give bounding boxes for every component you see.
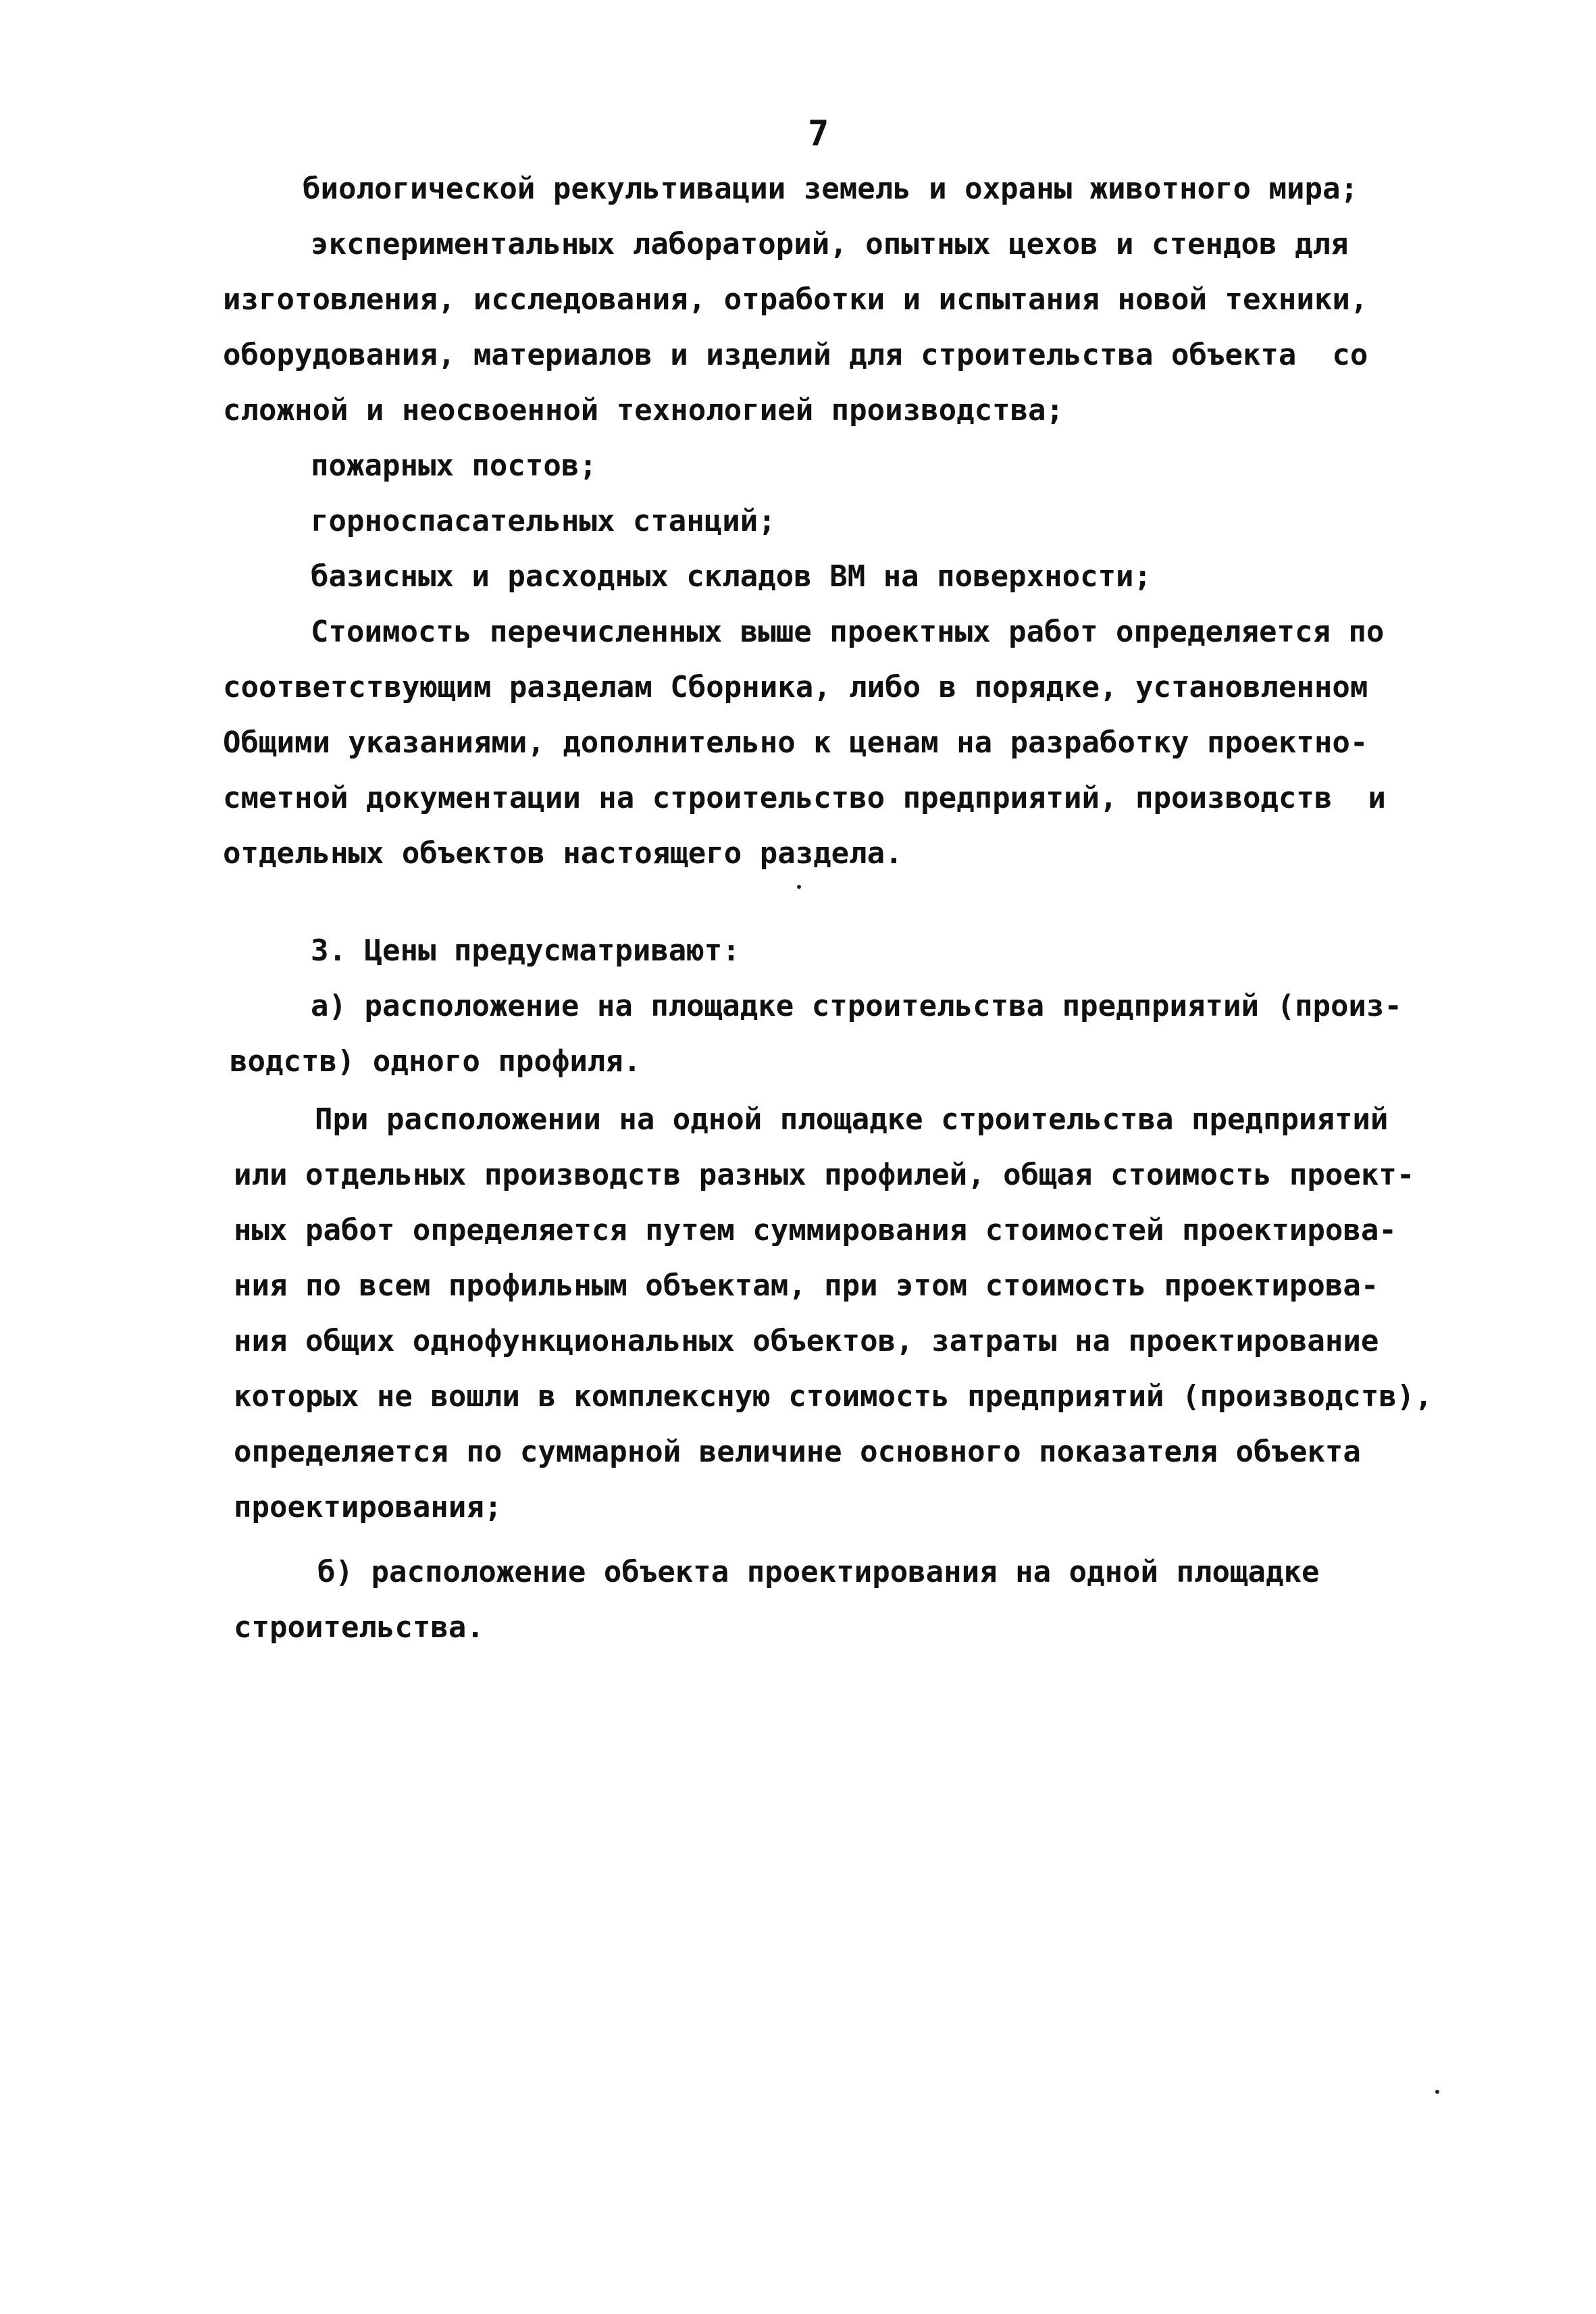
text-line: строительства. bbox=[234, 1610, 484, 1645]
text-line: ния общих однофункциональных объектов, затраты на проектирование bbox=[234, 1324, 1379, 1358]
scan-speck bbox=[797, 885, 801, 889]
scan-speck bbox=[1435, 2090, 1439, 2094]
text-line: ния по всем профильным объектам, при этом стоимость проектирова- bbox=[234, 1268, 1379, 1303]
text-line: водств) одного профиля. bbox=[230, 1044, 642, 1079]
page-number: 7 bbox=[808, 113, 829, 154]
text-line: которых не вошли в комплексную стоимость предприятий (производств), bbox=[234, 1379, 1433, 1414]
text-line: Стоимость перечисленных выше проектных работ определяется по bbox=[311, 615, 1385, 649]
text-line: проектирования; bbox=[234, 1490, 503, 1524]
text-line: ных работ определяется путем суммирования стоимостей проектирова- bbox=[234, 1213, 1397, 1248]
text-line: оборудования, материалов и изделий для строительства объекта со bbox=[223, 338, 1368, 372]
text-line: определяется по суммарной величине основного показателя объекта bbox=[234, 1435, 1361, 1469]
text-line: изготовления, исследования, отработки и испытания новой техники, bbox=[223, 282, 1368, 317]
text-line: сметной документации на строительство предприятий, производств и bbox=[223, 781, 1386, 815]
text-line: а) расположение на площадке строительства предприятий (произ- bbox=[311, 989, 1402, 1023]
text-line: сложной и неосвоенной технологией производства; bbox=[223, 393, 1064, 428]
text-line: Общими указаниями, дополнительно к ценам на разработку проектно- bbox=[223, 725, 1368, 760]
text-line: б) расположение объекта проектирования на одной площадке bbox=[317, 1555, 1320, 1589]
text-line: биологической рекультивации земель и охраны животного мира; bbox=[303, 172, 1358, 206]
text-line: При расположении на одной площадке строительства предприятий bbox=[315, 1102, 1389, 1137]
text-line: экспериментальных лабораторий, опытных цехов и стендов для bbox=[311, 227, 1349, 261]
text-line: или отдельных производств разных профилей, общая стоимость проект- bbox=[234, 1158, 1415, 1192]
text-line: горноспасательных станций; bbox=[311, 504, 776, 538]
text-line: соответствующим разделам Сборника, либо в порядке, установленном bbox=[223, 670, 1368, 704]
text-line: пожарных постов; bbox=[311, 448, 597, 483]
section-heading: 3. Цены предусматривают: bbox=[311, 933, 740, 968]
text-line: отдельных объектов настоящего раздела. bbox=[223, 836, 903, 871]
text-line: базисных и расходных складов ВМ на поверхности; bbox=[311, 559, 1152, 594]
